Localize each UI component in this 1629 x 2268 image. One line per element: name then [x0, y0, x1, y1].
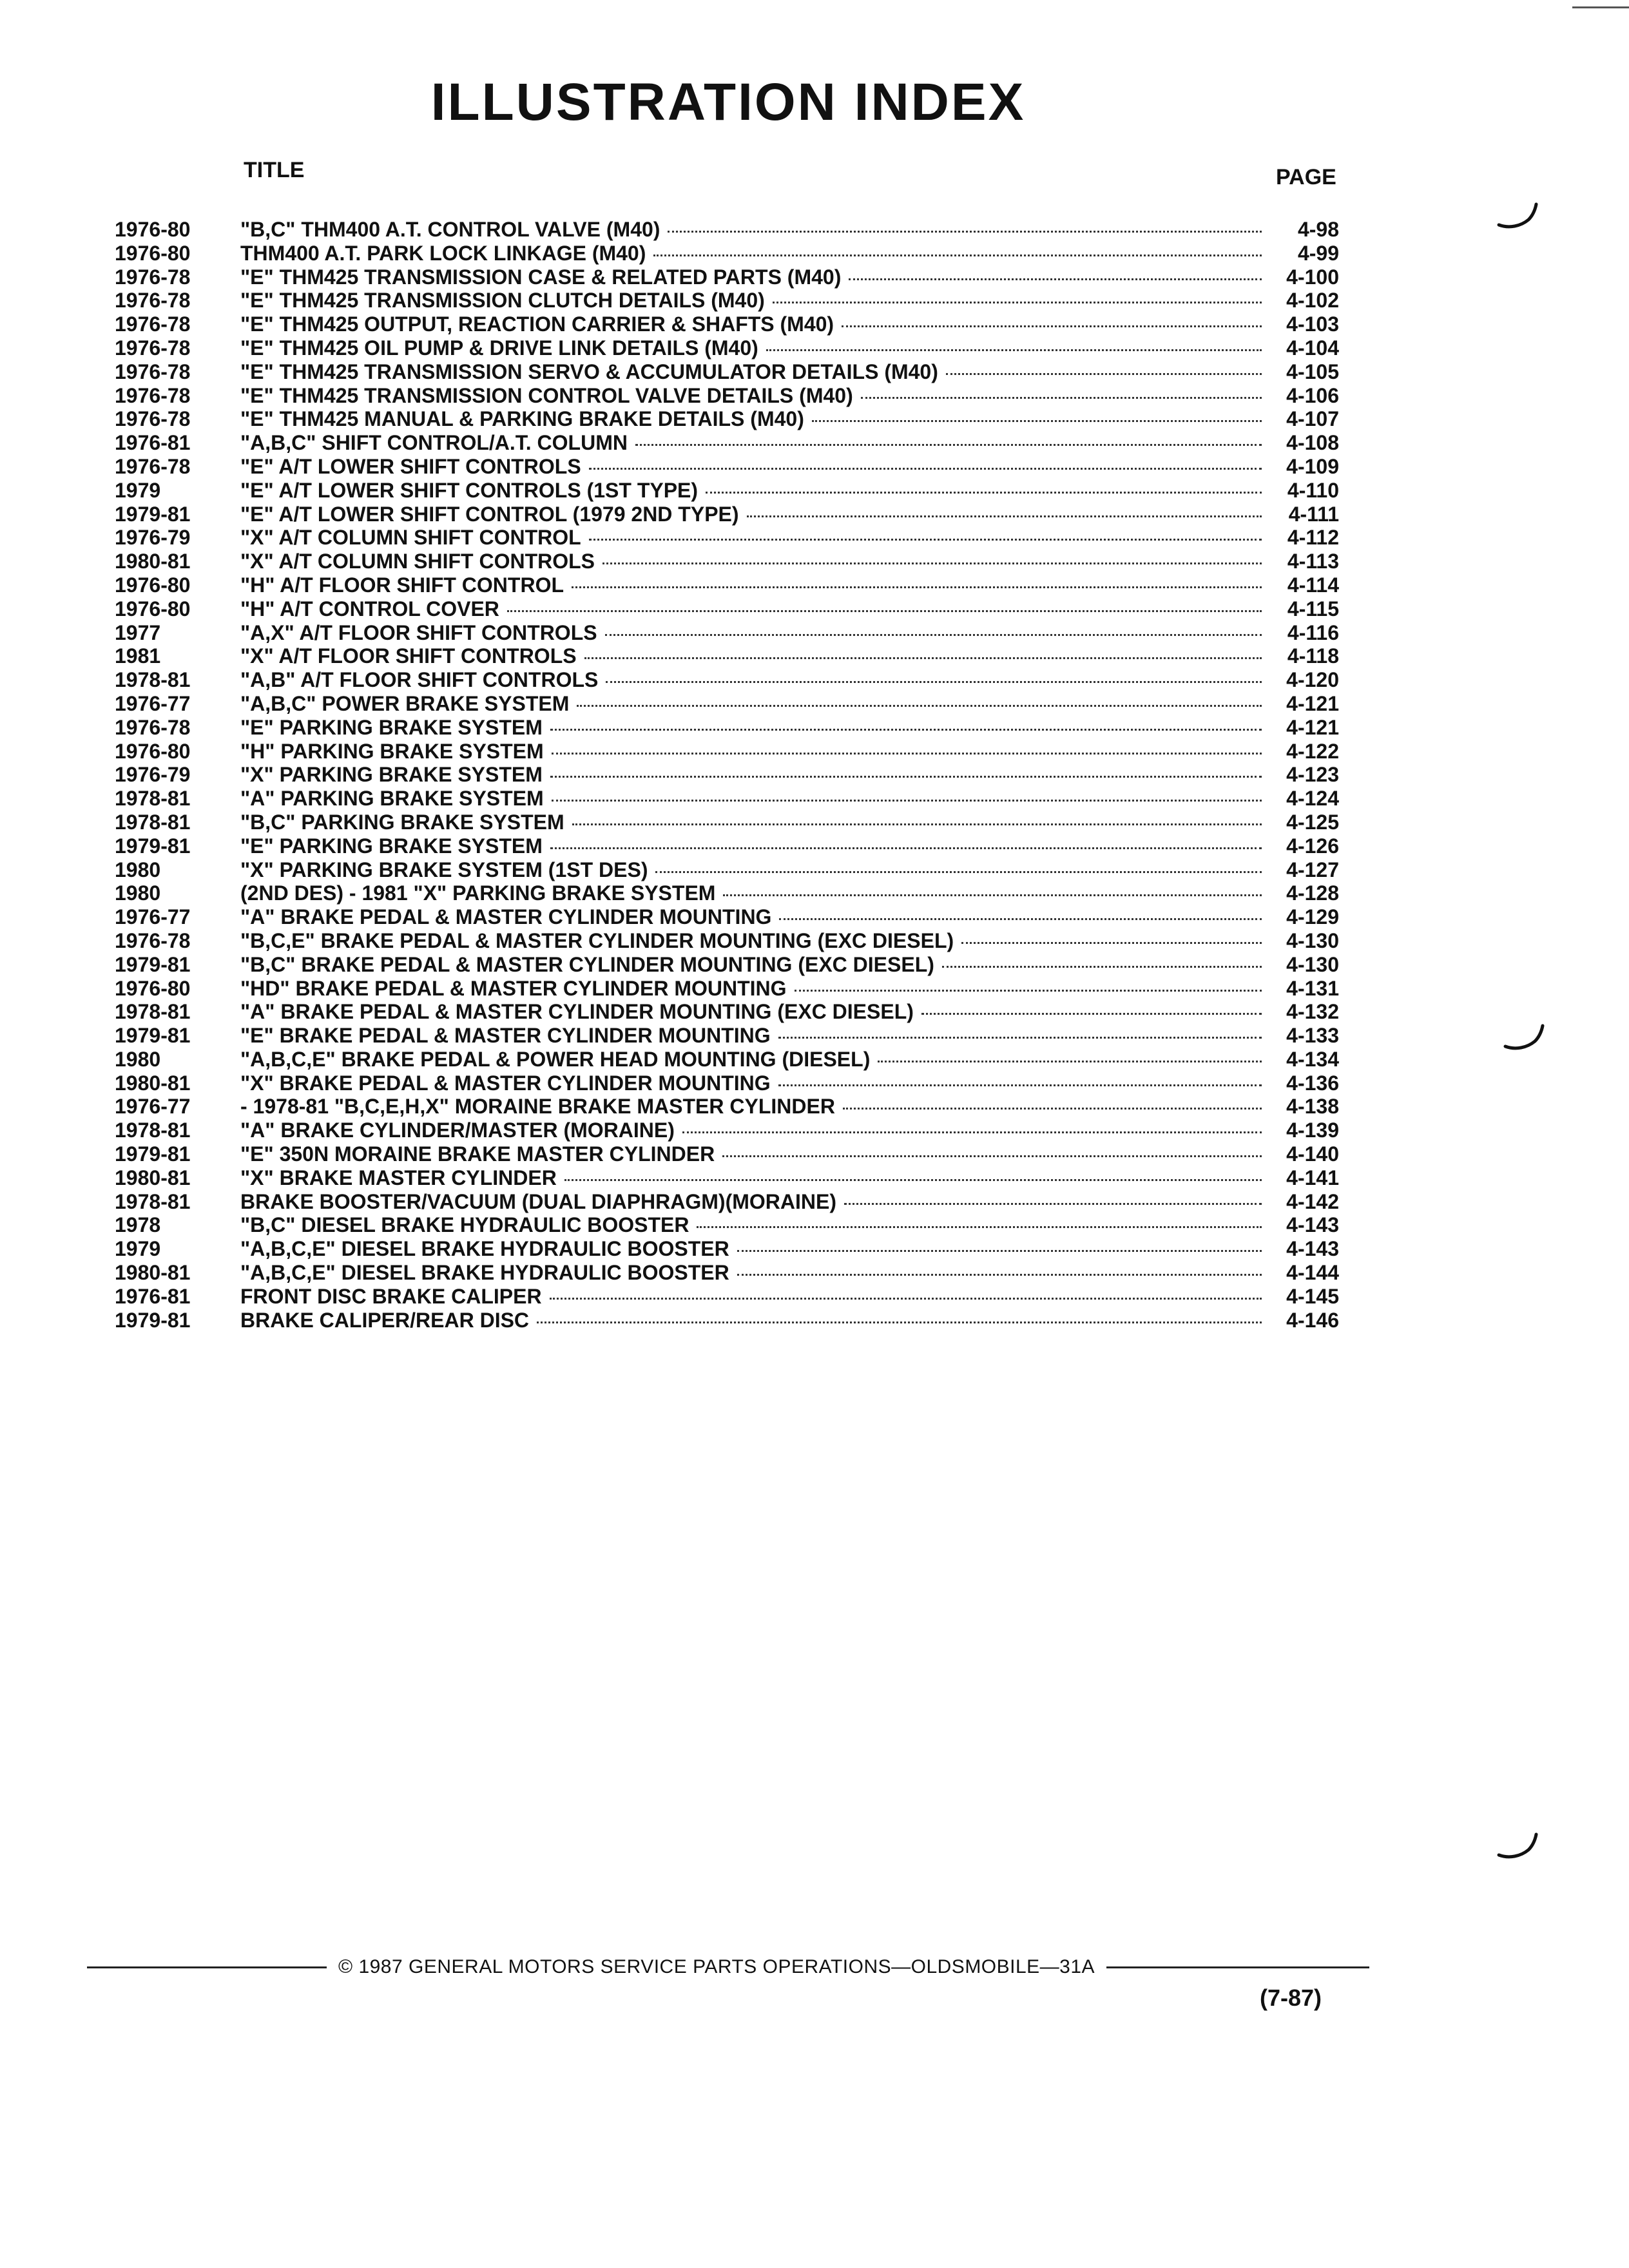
index-entry: [115, 573, 1339, 597]
footer-copyright: © 1987 GENERAL MOTORS SERVICE PARTS OPERATIONS—OLDSMOBILE—31A: [338, 1956, 1095, 1977]
dot-leader: [655, 871, 1262, 873]
entry-year: 1981: [115, 644, 161, 668]
dot-leader: [564, 1179, 1262, 1181]
entry-year: 1976-79: [115, 526, 191, 550]
entry-page: 4-120: [1286, 668, 1339, 692]
entry-title: "X" A/T FLOOR SHIFT CONTROLS: [240, 644, 577, 668]
dot-leader: [550, 776, 1262, 778]
entry-title: "A,B,C,E" DIESEL BRAKE HYDRAULIC BOOSTER: [240, 1237, 729, 1261]
index-entry: [115, 360, 1339, 384]
index-entry: [115, 431, 1339, 455]
entry-title: "A,B,C" SHIFT CONTROL/A.T. COLUMN: [240, 431, 628, 455]
dot-leader: [550, 729, 1262, 731]
index-entry: [115, 763, 1339, 787]
entry-page: 4-131: [1286, 976, 1339, 1000]
entry-page: 4-100: [1286, 265, 1339, 289]
entry-page: 4-134: [1286, 1047, 1339, 1071]
index-entry: [115, 1000, 1339, 1024]
dot-leader: [668, 231, 1262, 233]
entry-title: BRAKE BOOSTER/VACUUM (DUAL DIAPHRAGM)(MORAINE): [240, 1189, 836, 1213]
entry-year: 1978-81: [115, 1119, 191, 1142]
entry-year: 1976-80: [115, 739, 191, 763]
entry-title: "E" A/T LOWER SHIFT CONTROL (1979 2ND TYPE): [240, 502, 739, 526]
index-entry: [115, 621, 1339, 645]
entry-year: 1976-78: [115, 928, 191, 952]
entry-title: "A" BRAKE CYLINDER/MASTER (MORAINE): [240, 1119, 675, 1142]
entry-page: 4-138: [1286, 1095, 1339, 1119]
dot-leader: [861, 397, 1262, 399]
dot-leader: [589, 468, 1262, 470]
dot-leader: [706, 492, 1262, 494]
entry-title: (2ND DES) - 1981 "X" PARKING BRAKE SYSTEM: [240, 881, 716, 905]
dot-leader: [537, 1321, 1262, 1323]
entry-title: "A,B" A/T FLOOR SHIFT CONTROLS: [240, 668, 599, 692]
entry-title: "H" PARKING BRAKE SYSTEM: [240, 739, 544, 763]
index-entry: [115, 407, 1339, 431]
dot-leader: [552, 753, 1262, 754]
entry-year: 1976-78: [115, 289, 191, 312]
index-entry: [115, 1024, 1339, 1048]
dot-leader: [572, 823, 1262, 825]
entry-title: "A,B,C" POWER BRAKE SYSTEM: [240, 691, 570, 715]
entry-year: 1979-81: [115, 502, 191, 526]
entry-page: 4-113: [1287, 550, 1339, 573]
entry-year: 1976-78: [115, 312, 191, 336]
entry-title: "E" A/T LOWER SHIFT CONTROLS (1ST TYPE): [240, 478, 699, 502]
dot-leader: [572, 586, 1262, 588]
title-column-header: TITLE: [244, 158, 305, 182]
entry-page: 4-136: [1286, 1071, 1339, 1095]
entry-page: 4-130: [1286, 928, 1339, 952]
dot-leader: [795, 990, 1262, 992]
entry-year: 1978-81: [115, 787, 191, 811]
index-entry: [115, 1119, 1339, 1142]
entry-page: 4-107: [1286, 407, 1339, 431]
dot-leader: [606, 681, 1262, 683]
entry-year: 1976-78: [115, 265, 191, 289]
dot-leader: [722, 1155, 1262, 1157]
entry-page: 4-110: [1287, 478, 1339, 502]
index-entry: [115, 312, 1339, 336]
index-entry: [115, 597, 1339, 621]
entry-year: 1976-78: [115, 336, 191, 360]
entry-title: "E" 350N MORAINE BRAKE MASTER CYLINDER: [240, 1142, 715, 1166]
entry-year: 1980-81: [115, 550, 191, 573]
index-entry: [115, 1166, 1339, 1190]
entry-page: 4-141: [1286, 1166, 1339, 1189]
entry-page: 4-116: [1287, 620, 1339, 644]
index-entry: [115, 787, 1339, 811]
entry-year: 1976-78: [115, 383, 191, 407]
page-title: ILLUSTRATION INDEX: [430, 73, 1026, 131]
entry-title: "A" BRAKE PEDAL & MASTER CYLINDER MOUNTING (EXC DIESEL): [240, 1000, 914, 1024]
entry-title: "A" PARKING BRAKE SYSTEM: [240, 787, 544, 811]
index-entry: [115, 881, 1339, 905]
entry-page: 4-126: [1286, 834, 1339, 858]
index-entry: [115, 1095, 1339, 1119]
index-entry: [115, 977, 1339, 1001]
entry-title: "H" A/T FLOOR SHIFT CONTROL: [240, 573, 564, 597]
entry-year: 1976-80: [115, 976, 191, 1000]
dot-leader: [747, 515, 1262, 517]
entry-title: "X" A/T COLUMN SHIFT CONTROL: [240, 526, 581, 550]
entry-year: 1976-78: [115, 360, 191, 383]
index-entry: [115, 858, 1339, 882]
index-entry: [115, 289, 1339, 312]
entry-title: "B,C" DIESEL BRAKE HYDRAULIC BOOSTER: [240, 1213, 689, 1237]
index-entry: [115, 265, 1339, 289]
entry-title: "E" THM425 TRANSMISSION CONTROL VALVE DETAILS (M40): [240, 383, 853, 407]
entry-page: 4-125: [1286, 810, 1339, 834]
entry-year: 1976-77: [115, 691, 191, 715]
entry-title: "X" BRAKE MASTER CYLINDER: [240, 1166, 557, 1189]
entry-page: 4-143: [1286, 1213, 1339, 1237]
entry-page: 4-106: [1286, 383, 1339, 407]
entry-title: "B,C" THM400 A.T. CONTROL VALVE (M40): [240, 218, 660, 241]
dot-leader: [773, 302, 1262, 303]
index-entry: [115, 1213, 1339, 1237]
entry-year: 1976-77: [115, 1095, 191, 1119]
corner-edge-line: [1572, 6, 1629, 8]
revision-code: (7-87): [1260, 1984, 1322, 2011]
entry-title: "E" A/T LOWER SHIFT CONTROLS: [240, 454, 581, 478]
index-entry: [115, 953, 1339, 977]
entry-year: 1979-81: [115, 834, 191, 858]
index-entry: [115, 218, 1339, 242]
dot-leader: [842, 325, 1262, 327]
entry-title: "E" THM425 MANUAL & PARKING BRAKE DETAILS (M40): [240, 407, 804, 431]
entry-page: 4-114: [1287, 573, 1339, 597]
dot-leader: [682, 1131, 1262, 1133]
entry-title: BRAKE CALIPER/REAR DISC: [240, 1308, 530, 1332]
entry-title: "A,X" A/T FLOOR SHIFT CONTROLS: [240, 620, 597, 644]
entry-year: 1976-81: [115, 1284, 191, 1308]
index-entry: [115, 1048, 1339, 1072]
entry-year: 1976-80: [115, 597, 191, 620]
entry-year: 1980-81: [115, 1166, 191, 1189]
entry-title: "E" THM425 TRANSMISSION CASE & RELATED PARTS (M40): [240, 265, 842, 289]
entry-page: 4-102: [1286, 289, 1339, 312]
entry-page: 4-104: [1286, 336, 1339, 360]
entry-title: THM400 A.T. PARK LOCK LINKAGE (M40): [240, 241, 646, 265]
dot-leader: [779, 918, 1262, 920]
entry-title: "X" PARKING BRAKE SYSTEM (1ST DES): [240, 858, 648, 881]
entry-page: 4-115: [1287, 597, 1339, 620]
entry-page: 4-146: [1286, 1308, 1339, 1332]
entry-page: 4-122: [1286, 739, 1339, 763]
dot-leader: [507, 610, 1262, 612]
dot-leader: [878, 1061, 1262, 1062]
entry-page: 4-133: [1286, 1024, 1339, 1048]
check-mark-icon: [1495, 197, 1540, 242]
entry-page: 4-129: [1286, 905, 1339, 929]
entry-year: 1976-80: [115, 573, 191, 597]
entry-page: 4-123: [1286, 763, 1339, 787]
footer-rule-left: [87, 1966, 327, 1968]
entry-year: 1979: [115, 1237, 161, 1261]
index-entry: [115, 336, 1339, 360]
entry-page: 4-109: [1286, 454, 1339, 478]
dot-leader: [921, 1013, 1262, 1015]
entry-year: 1980: [115, 858, 161, 881]
page-column-header: PAGE: [1276, 165, 1336, 189]
entry-year: 1976-80: [115, 218, 191, 241]
entry-title: "E" THM425 OIL PUMP & DRIVE LINK DETAILS (M40): [240, 336, 758, 360]
dot-leader: [552, 800, 1262, 802]
index-entry: [115, 526, 1339, 550]
entry-page: 4-128: [1286, 881, 1339, 905]
footer-rule-right: [1106, 1966, 1369, 1968]
entry-year: 1976-81: [115, 431, 191, 455]
entry-title: "E" THM425 OUTPUT, REACTION CARRIER & SHAFTS (M40): [240, 312, 834, 336]
dot-leader: [946, 373, 1262, 375]
dot-leader: [812, 420, 1262, 422]
entry-page: 4-99: [1297, 241, 1339, 265]
entry-year: 1978-81: [115, 810, 191, 834]
entry-title: "B,C" PARKING BRAKE SYSTEM: [240, 810, 564, 834]
dot-leader: [697, 1226, 1262, 1228]
entry-year: 1979-81: [115, 1024, 191, 1048]
entry-year: 1979-81: [115, 952, 191, 976]
dot-leader: [635, 444, 1262, 446]
entry-year: 1979: [115, 478, 161, 502]
entry-year: 1978-81: [115, 1000, 191, 1024]
entry-year: 1976-80: [115, 241, 191, 265]
entry-year: 1979-81: [115, 1308, 191, 1332]
dot-leader: [849, 278, 1262, 280]
dot-leader: [737, 1274, 1262, 1276]
entry-page: 4-139: [1286, 1119, 1339, 1142]
dot-leader: [778, 1037, 1262, 1039]
entry-page: 4-121: [1286, 691, 1339, 715]
entry-page: 4-132: [1286, 1000, 1339, 1024]
entry-page: 4-108: [1286, 431, 1339, 455]
entry-year: 1976-78: [115, 407, 191, 431]
entry-page: 4-145: [1286, 1284, 1339, 1308]
dot-leader: [602, 562, 1262, 564]
entry-title: "E" PARKING BRAKE SYSTEM: [240, 834, 543, 858]
entry-year: 1978-81: [115, 668, 191, 692]
entry-page: 4-144: [1286, 1261, 1339, 1285]
dot-leader: [550, 1298, 1262, 1300]
index-entry: [115, 455, 1339, 479]
entry-title: "X" PARKING BRAKE SYSTEM: [240, 763, 543, 787]
index-entry: [115, 834, 1339, 858]
entry-page: 4-121: [1286, 715, 1339, 739]
dot-leader: [843, 1108, 1262, 1110]
entry-title: "E" BRAKE PEDAL & MASTER CYLINDER MOUNTING: [240, 1024, 771, 1048]
entry-title: "E" THM425 TRANSMISSION SERVO & ACCUMULATOR DETAILS (M40): [240, 360, 938, 383]
index-entry: [115, 384, 1339, 408]
index-list: [115, 218, 1339, 1332]
entry-year: 1980: [115, 881, 161, 905]
dot-leader: [589, 539, 1262, 541]
entry-year: 1980-81: [115, 1071, 191, 1095]
index-entry: [115, 1285, 1339, 1309]
index-entry: [115, 668, 1339, 692]
entry-year: 1976-78: [115, 715, 191, 739]
entry-year: 1978-81: [115, 1189, 191, 1213]
check-mark-icon: [1495, 1827, 1540, 1872]
dot-leader: [961, 942, 1262, 944]
entry-page: 4-112: [1287, 526, 1339, 550]
dot-leader: [577, 705, 1262, 707]
entry-page: 4-127: [1286, 858, 1339, 881]
entry-page: 4-105: [1286, 360, 1339, 383]
dot-leader: [550, 847, 1262, 849]
index-entry: [115, 905, 1339, 929]
index-entry: [115, 242, 1339, 265]
dot-leader: [766, 349, 1262, 351]
entry-title: "X" A/T COLUMN SHIFT CONTROLS: [240, 550, 595, 573]
entry-page: 4-130: [1286, 952, 1339, 976]
entry-page: 4-111: [1288, 502, 1339, 526]
index-entry: [115, 644, 1339, 668]
entry-title: "HD" BRAKE PEDAL & MASTER CYLINDER MOUNTING: [240, 976, 787, 1000]
entry-year: 1980: [115, 1047, 161, 1071]
dot-leader: [723, 894, 1262, 896]
dot-leader: [942, 966, 1262, 968]
entry-page: 4-142: [1286, 1189, 1339, 1213]
entry-page: 4-103: [1286, 312, 1339, 336]
footer: [87, 1956, 1369, 1978]
index-entry: [115, 692, 1339, 716]
dot-leader: [605, 634, 1262, 636]
entry-title: "E" PARKING BRAKE SYSTEM: [240, 715, 543, 739]
entry-year: 1978: [115, 1213, 161, 1237]
index-entry: [115, 1309, 1339, 1332]
index-entry: [115, 1237, 1339, 1261]
entry-title: "B,C,E" BRAKE PEDAL & MASTER CYLINDER MOUNTING (EXC DIESEL): [240, 928, 954, 952]
entry-page: 4-124: [1286, 787, 1339, 811]
dot-leader: [737, 1250, 1262, 1252]
index-entry: [115, 1261, 1339, 1285]
entry-title: - 1978-81 "B,C,E,H,X" MORAINE BRAKE MASTER CYLINDER: [240, 1095, 835, 1119]
dot-leader: [844, 1203, 1262, 1205]
dot-leader: [778, 1084, 1262, 1086]
entry-title: "H" A/T CONTROL COVER: [240, 597, 499, 620]
entry-title: "B,C" BRAKE PEDAL & MASTER CYLINDER MOUNTING (EXC DIESEL): [240, 952, 934, 976]
entry-title: "E" THM425 TRANSMISSION CLUTCH DETAILS (M40): [240, 289, 765, 312]
index-entry: [115, 1142, 1339, 1166]
entry-page: 4-140: [1286, 1142, 1339, 1166]
check-mark-icon: [1501, 1018, 1547, 1063]
index-entry: [115, 479, 1339, 503]
index-entry: [115, 550, 1339, 573]
entry-title: "A" BRAKE PEDAL & MASTER CYLINDER MOUNTING: [240, 905, 772, 929]
index-entry: [115, 1190, 1339, 1214]
entry-year: 1976-79: [115, 763, 191, 787]
index-entry: [115, 716, 1339, 740]
entry-year: 1979-81: [115, 1142, 191, 1166]
entry-year: 1977: [115, 620, 161, 644]
entry-year: 1976-77: [115, 905, 191, 929]
dot-leader: [584, 657, 1262, 659]
entry-page: 4-98: [1297, 218, 1339, 241]
index-entry: [115, 1072, 1339, 1095]
index-entry: [115, 503, 1339, 526]
index-entry: [115, 740, 1339, 764]
entry-page: 4-118: [1287, 644, 1339, 668]
index-entry: [115, 811, 1339, 834]
dot-leader: [653, 255, 1262, 256]
entry-title: "A,B,C,E" BRAKE PEDAL & POWER HEAD MOUNTING (DIESEL): [240, 1047, 871, 1071]
entry-title: FRONT DISC BRAKE CALIPER: [240, 1284, 542, 1308]
entry-year: 1980-81: [115, 1261, 191, 1285]
entry-title: "A,B,C,E" DIESEL BRAKE HYDRAULIC BOOSTER: [240, 1261, 729, 1285]
index-entry: [115, 929, 1339, 953]
entry-title: "X" BRAKE PEDAL & MASTER CYLINDER MOUNTING: [240, 1071, 771, 1095]
entry-year: 1976-78: [115, 454, 191, 478]
entry-page: 4-143: [1286, 1237, 1339, 1261]
